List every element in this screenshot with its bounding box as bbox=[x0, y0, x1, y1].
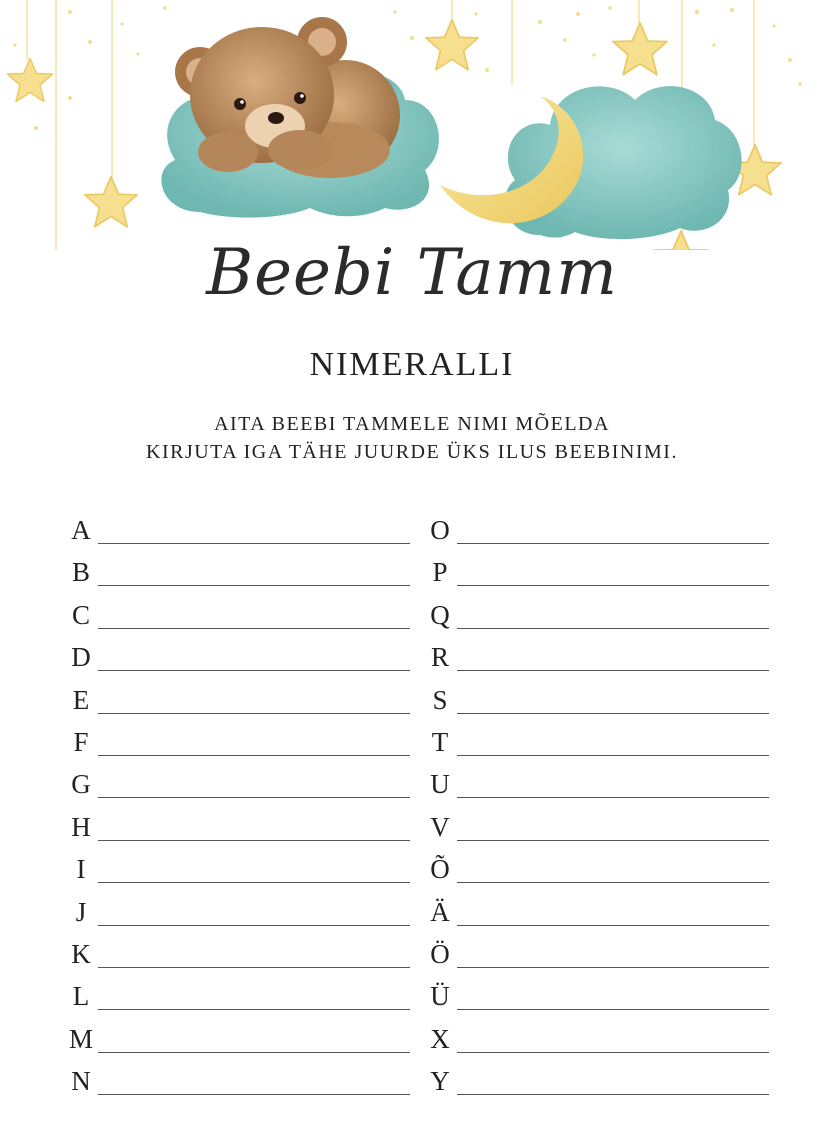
letter-label: H bbox=[71, 811, 91, 842]
name-write-line[interactable] bbox=[98, 585, 410, 586]
letter-label: B bbox=[71, 557, 90, 588]
letter-label: Ü bbox=[430, 981, 450, 1012]
letter-label: V bbox=[430, 811, 450, 842]
letter-label: Ö bbox=[430, 938, 450, 969]
letter-label: E bbox=[72, 684, 90, 715]
name-write-line[interactable] bbox=[457, 543, 769, 544]
letter-row bbox=[425, 639, 775, 681]
letter-row bbox=[66, 724, 416, 766]
letter-label: Õ bbox=[430, 854, 450, 885]
letter-label: A bbox=[71, 515, 91, 545]
page-subtitle: NIMERALLI bbox=[309, 346, 515, 383]
teddy-bear-icon bbox=[175, 17, 400, 178]
name-write-line[interactable] bbox=[98, 882, 410, 883]
letter-row bbox=[425, 978, 775, 1020]
letter-row bbox=[425, 724, 775, 766]
letter-label: R bbox=[430, 642, 449, 673]
letter-row bbox=[66, 597, 416, 639]
letters-column-left bbox=[66, 512, 416, 1105]
letter-label: M bbox=[68, 1023, 93, 1054]
letter-row bbox=[425, 597, 775, 639]
name-write-line[interactable] bbox=[457, 1094, 769, 1095]
letter-row bbox=[425, 766, 775, 808]
name-write-line[interactable] bbox=[98, 1094, 410, 1095]
name-write-line[interactable] bbox=[98, 925, 410, 926]
header-illustration bbox=[0, 0, 824, 250]
page-title: Beebi Tamm bbox=[206, 236, 618, 310]
letter-row bbox=[425, 1063, 775, 1105]
letter-row bbox=[66, 1063, 416, 1105]
letter-row bbox=[66, 936, 416, 978]
letter-row bbox=[425, 809, 775, 851]
letter-row bbox=[425, 554, 775, 596]
letter-row bbox=[425, 682, 775, 724]
name-write-line[interactable] bbox=[98, 628, 410, 629]
letter-row bbox=[425, 851, 775, 893]
letter-row bbox=[425, 894, 775, 936]
letter-label: X bbox=[430, 1023, 450, 1054]
letter-label: O bbox=[430, 515, 450, 545]
name-write-line[interactable] bbox=[457, 967, 769, 968]
letter-label: J bbox=[75, 896, 87, 927]
name-write-line[interactable] bbox=[457, 670, 769, 671]
letter-row bbox=[66, 978, 416, 1020]
letter-label: U bbox=[430, 769, 450, 800]
name-write-line[interactable] bbox=[457, 628, 769, 629]
letter-label: S bbox=[432, 684, 448, 715]
letter-label: C bbox=[71, 599, 90, 630]
letter-row bbox=[425, 936, 775, 978]
name-write-line[interactable] bbox=[457, 1009, 769, 1010]
name-write-line[interactable] bbox=[98, 797, 410, 798]
letter-label: D bbox=[71, 642, 91, 673]
name-write-line[interactable] bbox=[457, 882, 769, 883]
name-write-line[interactable] bbox=[98, 840, 410, 841]
instruction-line-1: AITA BEEBI TAMMELE NIMI MÕELDA bbox=[214, 413, 610, 435]
letter-row bbox=[66, 766, 416, 808]
letter-row bbox=[425, 1021, 775, 1063]
name-write-line[interactable] bbox=[98, 543, 410, 544]
letter-label: G bbox=[71, 769, 91, 800]
name-write-line[interactable] bbox=[457, 925, 769, 926]
letter-row bbox=[66, 851, 416, 893]
letter-label: Q bbox=[430, 599, 450, 630]
letters-column-right bbox=[425, 512, 775, 1105]
name-write-line[interactable] bbox=[457, 713, 769, 714]
letter-row bbox=[66, 554, 416, 596]
name-write-line[interactable] bbox=[457, 755, 769, 756]
name-write-line[interactable] bbox=[98, 713, 410, 714]
letter-row bbox=[425, 512, 775, 554]
letter-label: F bbox=[73, 726, 89, 757]
letter-row bbox=[66, 894, 416, 936]
name-write-line[interactable] bbox=[98, 755, 410, 756]
name-write-line[interactable] bbox=[98, 1009, 410, 1010]
letter-label: T bbox=[431, 726, 449, 757]
letter-row bbox=[66, 1021, 416, 1063]
letter-row bbox=[66, 682, 416, 724]
letter-label: P bbox=[432, 557, 448, 588]
letter-label: Ä bbox=[430, 896, 450, 927]
name-write-line[interactable] bbox=[98, 670, 410, 671]
name-write-line[interactable] bbox=[457, 840, 769, 841]
instruction-line-2: KIRJUTA IGA TÄHE JUURDE ÜKS ILUS BEEBINIMI. bbox=[146, 441, 678, 463]
name-write-line[interactable] bbox=[98, 967, 410, 968]
letter-label: I bbox=[76, 854, 86, 885]
letter-label: K bbox=[71, 938, 91, 969]
name-write-line[interactable] bbox=[457, 797, 769, 798]
name-write-line[interactable] bbox=[98, 1052, 410, 1053]
name-write-line[interactable] bbox=[457, 1052, 769, 1053]
letter-label: Y bbox=[430, 1066, 450, 1097]
letter-row bbox=[66, 512, 416, 554]
letter-label: L bbox=[72, 981, 90, 1012]
letter-row bbox=[66, 809, 416, 851]
letter-row bbox=[66, 639, 416, 681]
name-write-line[interactable] bbox=[457, 585, 769, 586]
letter-label: N bbox=[71, 1066, 91, 1097]
